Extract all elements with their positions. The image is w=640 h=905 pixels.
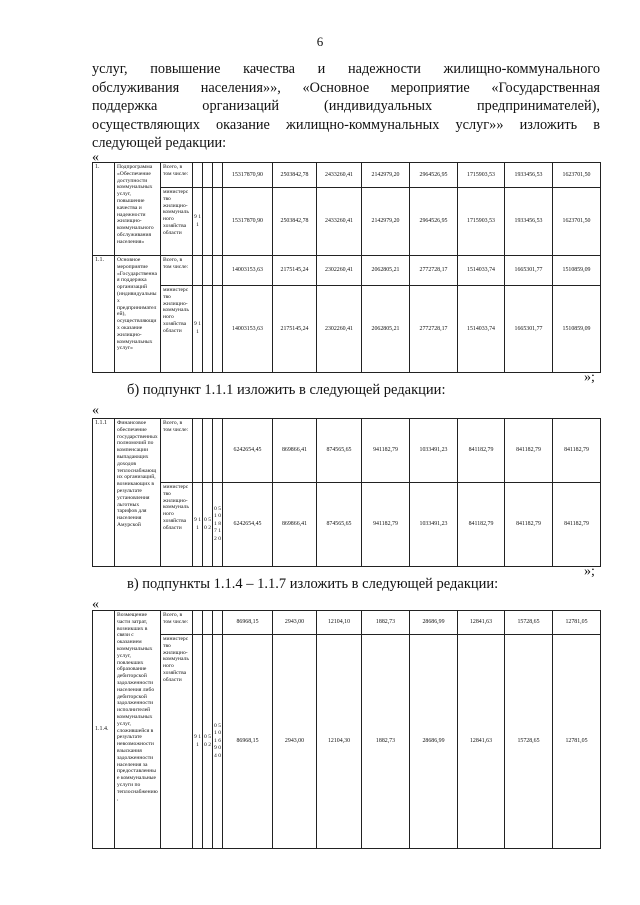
value-cell: 2175145,24 [273, 256, 317, 286]
value-cell: 1623701,50 [553, 163, 601, 188]
value-cell: 1033491,23 [410, 419, 458, 483]
value-cell: 2142979,20 [362, 163, 410, 188]
value-cell: 1514033,74 [458, 286, 505, 373]
table-row [93, 188, 601, 256]
open-quote: « [92, 150, 99, 165]
value-cell: 841182,79 [505, 483, 553, 567]
value-cell: 841182,79 [505, 419, 553, 483]
value-cell: 2175145,24 [273, 286, 317, 373]
value-cell: 874565,65 [317, 483, 362, 567]
heading-c: в) подпункты 1.1.4 – 1.1.7 изложить в следующей редакции: [127, 576, 499, 592]
value-cell: 2433260,41 [317, 163, 362, 188]
value-cell: 1933456,53 [505, 188, 553, 256]
value-cell: 12841,63 [458, 611, 505, 635]
grbs-code: 9 1 1 [193, 483, 203, 567]
value-cell: 6242654,45 [223, 419, 273, 483]
value-cell: 841182,79 [553, 483, 601, 567]
grbs-code: 9 1 1 [193, 188, 203, 256]
value-cell: 12104,10 [317, 611, 362, 635]
value-cell: 2062805,21 [362, 286, 410, 373]
value-cell: 2772728,17 [410, 286, 458, 373]
value-cell: 1715903,53 [458, 163, 505, 188]
value-cell: 2964526,95 [410, 188, 458, 256]
org-name: министерство жилищно-коммунального хозяйства области [161, 188, 193, 256]
value-cell: 1623701,50 [553, 188, 601, 256]
value-cell: 841182,79 [553, 419, 601, 483]
grbs-code: 9 1 1 [193, 286, 203, 373]
row-index: 1.1.1 [93, 419, 115, 567]
page-number: 6 [316, 34, 324, 49]
rzpr-code: 0 5 0 2 [203, 635, 213, 849]
table-row [93, 256, 601, 286]
org-name: министерство жилищно-коммунального хозяйства области [161, 286, 193, 373]
intro-line: услуг, повышение качества и надежности жилищно-коммунального [92, 61, 600, 77]
value-cell: 28686,99 [410, 635, 458, 849]
row-index: 1.1.4. [93, 611, 115, 849]
value-cell: 15317870,90 [223, 188, 273, 256]
open-quote: « [92, 597, 99, 612]
value-cell: 12104,30 [317, 635, 362, 849]
value-cell: 86968,15 [223, 611, 273, 635]
total-label: Всего, в том числе: [161, 256, 193, 286]
total-label: Всего, в том числе: [161, 419, 193, 483]
table-row [93, 483, 601, 567]
csr-code: 0 5 1 0 1 8 7 1 2 0 [213, 483, 223, 567]
value-cell: 2943,00 [273, 611, 317, 635]
value-cell: 2943,00 [273, 635, 317, 849]
table-row [93, 611, 601, 635]
value-cell: 2503842,78 [273, 188, 317, 256]
value-cell: 15728,65 [505, 635, 553, 849]
table-subprogram [92, 162, 601, 373]
intro-line: следующей редакции: [92, 135, 227, 152]
value-cell: 28686,99 [410, 611, 458, 635]
value-cell: 1882,73 [362, 611, 410, 635]
open-quote: « [92, 403, 99, 418]
value-cell: 2302260,41 [317, 286, 362, 373]
value-cell: 12841,63 [458, 635, 505, 849]
value-cell: 6242654,45 [223, 483, 273, 567]
value-cell: 2302260,41 [317, 256, 362, 286]
org-name: министерство жилищно-коммунального хозяйства области [161, 483, 193, 567]
value-cell: 14003153,63 [223, 256, 273, 286]
row-index: 1.1. [93, 256, 115, 373]
total-label: Всего, в том числе: [161, 163, 193, 188]
value-cell: 86968,15 [223, 635, 273, 849]
value-cell: 2772728,17 [410, 256, 458, 286]
table-row [93, 635, 601, 849]
value-cell: 2062805,21 [362, 256, 410, 286]
value-cell: 841182,79 [458, 483, 505, 567]
intro-line: обслуживания населения»», «Основное мероприятие «Государственная [92, 79, 600, 96]
table-subitem-1-1-4 [92, 610, 601, 849]
value-cell: 12781,05 [553, 635, 601, 849]
org-name: министерство жилищно-коммунального хозяйства области [161, 635, 193, 849]
value-cell: 1933456,53 [505, 163, 553, 188]
value-cell: 1033491,23 [410, 483, 458, 567]
rzpr-code: 0 5 0 2 [203, 483, 213, 567]
row-name: Финансовое обеспечение государственных полномочий по компенсации выпадающих доходов теплоснабжающих организаций, возникающих в результате установления льготных тарифов для населения Амурской [115, 419, 161, 567]
value-cell: 841182,79 [458, 419, 505, 483]
value-cell: 1715903,53 [458, 188, 505, 256]
value-cell: 941182,79 [362, 419, 410, 483]
table-row [93, 286, 601, 373]
table-row [93, 419, 601, 483]
row-index: 1. [93, 163, 115, 256]
value-cell: 14003153,63 [223, 286, 273, 373]
close-quote: »; [584, 370, 595, 385]
value-cell: 2433260,41 [317, 188, 362, 256]
value-cell: 12781,05 [553, 611, 601, 635]
row-name: Возмещение части затрат, возникших в связи с оказанием коммунальных услуг, повлекших образование дебиторской задолженности населения либо дебиторской задолженности исполнителей коммунальных услуг, сложившейся в результате невозможности взыскания задолженности населения за предоставленные коммунальные услуги по теплоснабжению, [115, 611, 161, 849]
csr-code: 0 5 1 0 1 6 9 0 4 0 [213, 635, 223, 849]
row-name: Подпрограмма «Обеспечение доступности коммунальных услуг, повышение качества и надежности жилищно-коммунального обслуживания населения» [115, 163, 161, 256]
value-cell: 869866,41 [273, 483, 317, 567]
intro-line: поддержка организаций (индивидуальных предпринимателей), [92, 98, 600, 115]
table-row [93, 163, 601, 188]
value-cell: 2964526,95 [410, 163, 458, 188]
intro-line: осуществляющих оказание жилищно-коммунальных услуг»» изложить в [92, 116, 600, 133]
value-cell: 874565,65 [317, 419, 362, 483]
heading-b: б) подпункт 1.1.1 изложить в следующей редакции: [127, 382, 446, 398]
value-cell: 15317870,90 [223, 163, 273, 188]
grbs-code: 9 1 1 [193, 635, 203, 849]
value-cell: 15728,65 [505, 611, 553, 635]
value-cell: 1665301,77 [505, 286, 553, 373]
row-name: Основное мероприятие «Государственная поддержка организаций (индивидуальных предпринимателей), осуществляющих оказание жилищно-коммунальных услуг» [115, 256, 161, 373]
total-label: Всего, в том числе: [161, 611, 193, 635]
value-cell: 2142979,20 [362, 188, 410, 256]
value-cell: 941182,79 [362, 483, 410, 567]
value-cell: 1510859,09 [553, 286, 601, 373]
value-cell: 2503842,78 [273, 163, 317, 188]
value-cell: 1514033,74 [458, 256, 505, 286]
value-cell: 1665301,77 [505, 256, 553, 286]
close-quote: »; [584, 564, 595, 579]
value-cell: 1510859,09 [553, 256, 601, 286]
intro-paragraph [92, 60, 600, 153]
value-cell: 869866,41 [273, 419, 317, 483]
table-subitem-1-1-1 [92, 418, 601, 567]
value-cell: 1882,73 [362, 635, 410, 849]
